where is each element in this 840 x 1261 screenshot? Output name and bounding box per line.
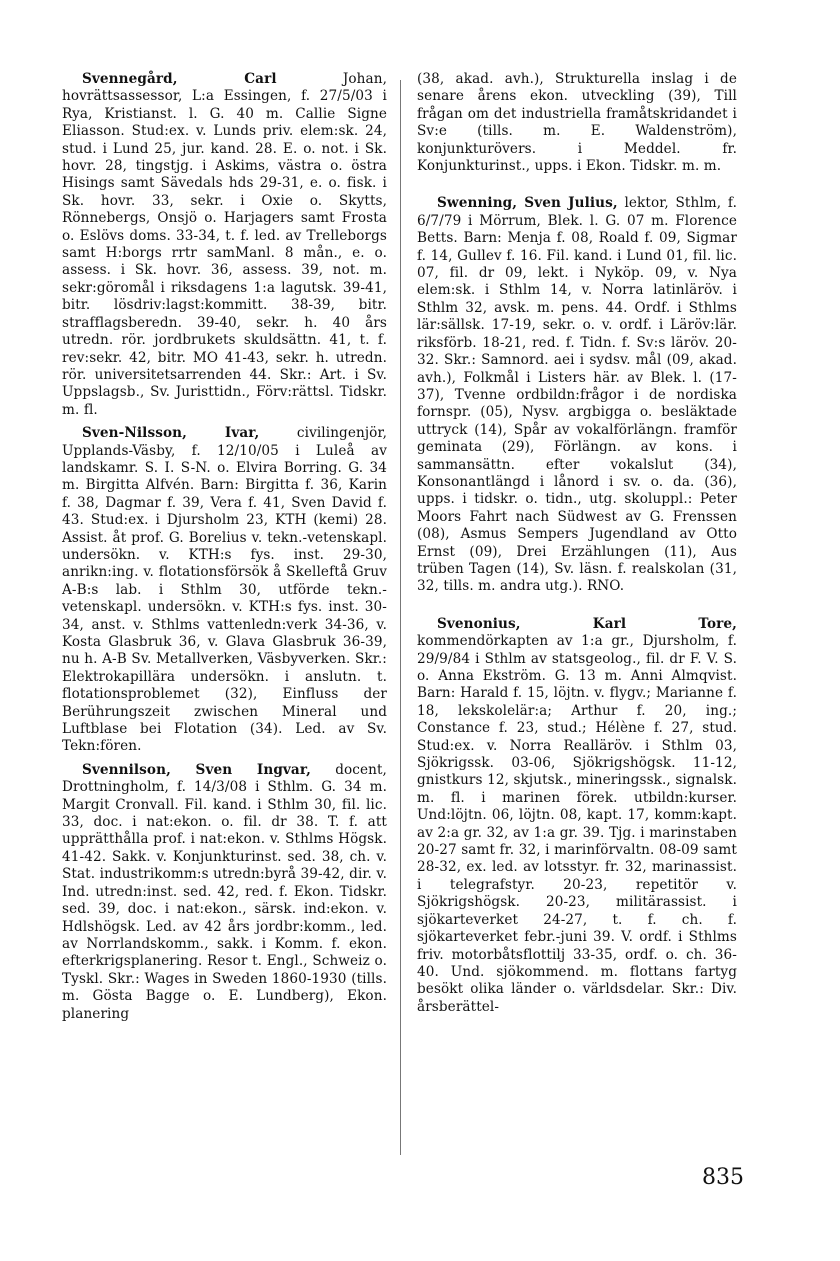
entry-svennegard — [62, 71, 387, 419]
entry-gap — [417, 181, 737, 195]
entry-name: Swenning, Sven Julius, — [437, 195, 618, 212]
column-divider — [400, 80, 401, 1155]
right-column — [417, 71, 737, 1022]
entry-name: Sven-Nilsson, Ivar, — [82, 425, 260, 442]
page-number: 835 — [702, 1165, 744, 1190]
entry-text: Johan, hovrättsassessor, L:a Essingen, f. 27/5/03 i Rya, Kristianst. l. G. 40 m. Callie Signe Eliasson. Stud:ex. v. Lunds priv. elem:sk. 24, stud. i Lund 25, jur. kand. 28. E. o. not. i Sk. hovr. 28, tingstjg. i Askims, västra o. östra Hisings samt Sävedals hds 29-31, e. o. fisk. i Sk. hovr. 33, sekr. i Oxie o. Skytts, Rönnebergs, Onsjö o. Harjagers samt Frosta o. Eslövs doms. 33-34, t. f. led. av Trelleborgs samt H:borgs rrtr samManl. 8 mån., e. o. assess. i Sk. hovr. 36, assess. 39, not. m. sekr:göromål i riksdagens 1:a lagutsk. 39-41, bitr. lösdriv:lagst:kommitt. 38-39, bitr. strafflagsberedn. 39-40, sekr. h. 40 års utredn. rör. jordbrukets skuldsättn. 41, t. f. rev:sekr. 42, bitr. MO 41-43, sekr. h. utredn. rör. universitetsarrenden 44. Skr.: Art. i Sv. Uppslagsb., Sv. Juristtidn., Förv:rättsl. Tidskr. m. fl. — [62, 71, 387, 418]
entry-svennilson — [62, 762, 387, 1023]
entry-gap — [417, 602, 737, 616]
entry-text: kommendörkapten av 1:a gr., Djursholm, f. 29/9/84 i Sthlm av statsgeolog., fil. dr F. V. S. o. Anna Ekström. G. 13 m. Anni Almqvist. Barn: Harald f. 15, löjtn. v. flygv.; Marianne f. 18, lekskolelär:a; Arthur f. 20, ing.; Constance f. 23, stud.; Hélène f. 27, stud. Stud:ex. v. Norra Realläröv. i Sthlm 03, Sjökrigssk. 03-06, Sjökrigshögsk. 11-12, gnistkurs 12, skjutsk., mineringssk., signalsk. m. fl. i marinen förek. utbildn:kurser. Und:löjtn. 06, löjtn. 08, kapt. 17, komm:kapt. av 2:a gr. 32, av 1:a gr. 39. Tjg. i marinstaben 20-27 samt fr. 32, i marinförvaltn. 08-09 samt 28-32, ex. led. av lotsstyr. fr. 32, marinassist. i telegrafstyr. 20-23, repetitör v. Sjökrigshögsk. 20-23, militärassist. i sjökarteverket 24-27, t. f. ch. f. sjökarteverket febr.-juni 39. V. ordf. i Sthlms friv. motorbåtsflottilj 33-35, ordf. o. ch. 36-40. Und. sjökommend. m. flottans fartyg besökt olika länder o. världsdelar. Skr.: Div. årsberättel- — [417, 633, 737, 1015]
entry-text: civilingenjör, Upplands-Väsby, f. 12/10/05 i Luleå av landskamr. S. I. S-N. o. Elvira Borring. G. 34 m. Birgitta Alfvén. Barn: Birgitta f. 36, Karin f. 38, Dagmar f. 39, Vera f. 41, Sven David f. 43. Stud:ex. i Djursholm 23, KTH (kemi) 28. Assist. åt prof. G. Borelius v. tekn.-vetenskapl. undersökn. v. KTH:s fys. inst. 29-30, anrikn:ing. v. flotationsförsök å Skelleftå Gruv A-B:s lab. i Sthlm 30, utförde tekn.-vetenskapl. undersökn. v. KTH:s fys. inst. 30-34, anst. v. Sthlms vattenledn:verk 34-36, v. Kosta Glasbruk 36, v. Glava Glasbruk 36-39, nu h. A-B Sv. Metallverken, Väsbyverken. Skr.: Elektrokapillära undersökn. i anslutn. t. flotationsproblemet (32), Einfluss der Berührungszeit zwischen Mineral und Luftblase bei Flotation (34). Led. av Sv. Tekn:fören. — [62, 425, 387, 755]
entry-svenonius — [417, 616, 737, 1016]
entry-continuation — [417, 71, 737, 175]
entry-text: (38, akad. avh.), Strukturella inslag i de senare årens ekon. utveckling (39), Till frågan om det industriella framåtskridandet i Sv:e (tills. m. E. Waldenström), konjunkturövers. i Meddel. fr. Konjunkturinst., upps. i Ekon. Tidskr. m. m. — [417, 71, 737, 175]
left-column — [62, 71, 387, 1029]
entry-sven-nilsson — [62, 425, 387, 756]
entry-text: docent, Drottningholm, f. 14/3/08 i Sthlm. G. 34 m. Margit Cronvall. Fil. kand. i Sthlm 30, fil. lic. 33, doc. i nat:ekon. o. fil. dr 38. T. f. att upprätthålla prof. i nat:ekon. v. Sthlms Högsk. 41-42. Sakk. v. Konjunkturinst. sed. 38, ch. v. Stat. industrikomm:s utredn:byrå 39-42, dir. v. Ind. utredn:inst. sed. 42, red. f. Ekon. Tidskr. sed. 39, doc. i nat:ekon., särsk. ind:ekon. v. Hdlshögsk. Led. av 42 års jordbr:komm., led. av Norrlandskomm., sakk. i Komm. f. ekon. efterkrigsplanering. Resor t. Engl., Schweiz o. Tyskl. Skr.: Wages in Sweden 1860-1930 (tills. m. Gösta Bagge o. E. Lundberg), Ekon. planering — [62, 761, 387, 1022]
entry-swenning — [417, 195, 737, 595]
entry-name: Svenonius, Karl Tore, — [437, 615, 737, 632]
entry-name: Svennilson, Sven Ingvar, — [82, 761, 311, 778]
entry-text: lektor, Sthlm, f. 6/7/79 i Mörrum, Blek. l. G. 07 m. Florence Betts. Barn: Menja f. 08, Roald f. 09, Sigmar f. 14, Gullev f. 16. Fil. kand. i Lund 01, fil. lic. 07, fil. dr 09, lekt. i Nyköp. 09, v. Nya elem:sk. i Sthlm 14, v. Norra latinläröv. i Sthlm 32, avsk. m. pens. 44. Ordf. i Sthlms lär:sällsk. 17-19, sekr. o. v. ordf. i Läröv:lär. riksförb. 18-21, red. f. Tidn. f. Sv:s läröv. 20-32. Skr.: Samnord. aei i sydsv. mål (09, akad. avh.), Folkmål i Listers här. av Blek. l. (17-37), Tvenne ordbildn:frågor i de nordiska fornspr. (05), Nysv. argbigga o. besläktade uttryck (14), Spår av vokalförlängn. framför geminata (29), Förlängn. av kons. i sammansättn. efter vokalslut (34), Konsonantlängd i lånord i sv. o. da. (36), upps. i tidskr. o. tidn., utg. skoluppl.: Peter Moors Fahrt nach Südwest av G. Frenssen (08), Asmus Sempers Jugendland av Otto Ernst (09), Drei Erzählungen (11), Aus trüben Tagen (14), Sv. läsn. f. realskolan (31, 32, tills. m. andra utg.). RNO. — [417, 195, 737, 595]
entry-name: Svennegård, Carl — [82, 71, 277, 87]
